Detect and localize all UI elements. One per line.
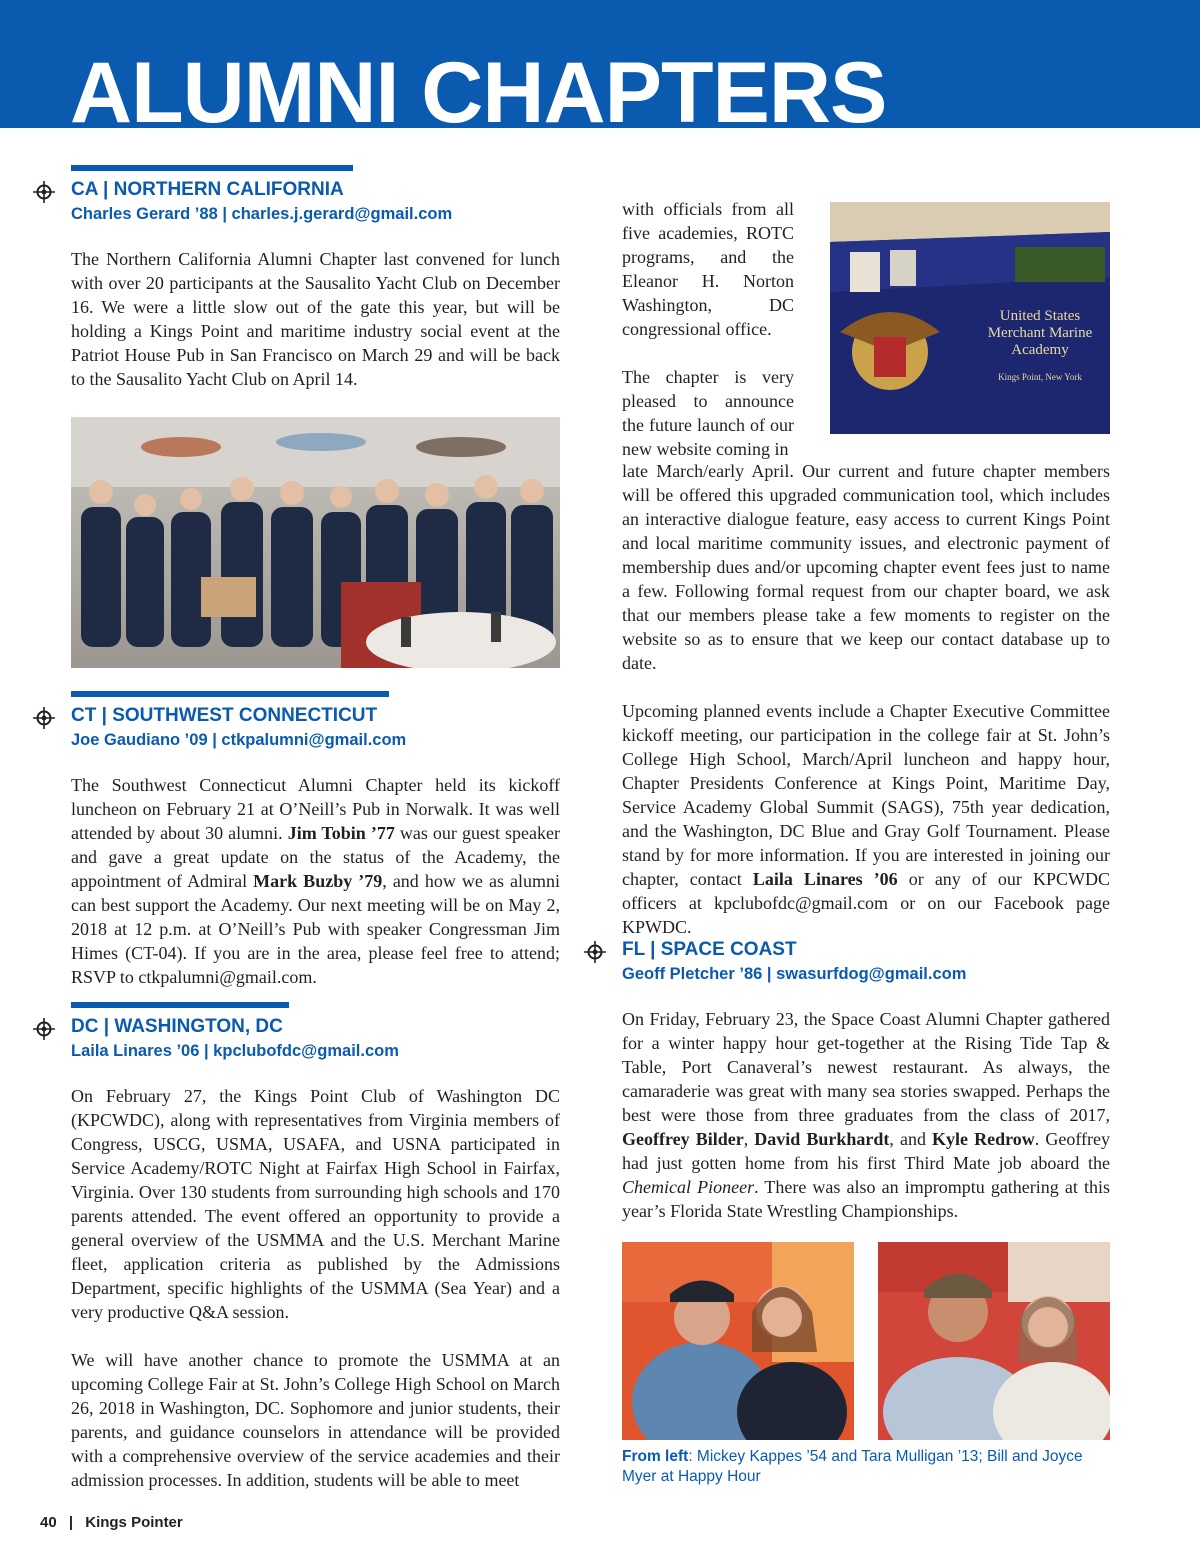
fl-photo-left (622, 1242, 854, 1440)
academy-banner-photo (830, 202, 1110, 434)
section-fl (622, 931, 1110, 1223)
section-body: Upcoming planned events include a Chapter Executive Committee kickoff meeting, our participation in the college fair at St. John’s College High School, March/April luncheon and happy hour, Chapter Presidents Conference at Kings Point, Maritime Day, Service Academy Global Summit (SAGS), 75th year dedication, and the Washington, DC Blue and Gray Golf Tournament. Please stand by for more information. If you are interested in joining our chapter, contact Laila Linares ’06 or any of our KPCWDC officers at kpclubofdc@gmail.com or on our Facebook page KPWDC. (622, 701, 1111, 937)
section-contact: Laila Linares ’06 | kpclubofdc@gmail.com (71, 1042, 399, 1060)
dc-continued-narrow (622, 197, 794, 461)
group-photo (71, 417, 560, 668)
section-dc (71, 1002, 560, 1492)
section-body: The Southwest Connecticut Alumni Chapter held its kickoff luncheon on February 21 at O’Neill’s Pub in Norwalk. It was well attended by about 30 alumni. Jim Tobin ’77 was our guest speaker and gave a great update on the status of the Academy, the appointment of Admiral Mark Buzby ’79, and how we as alumni can best support the Academy. Our next meeting will be on May 2, 2018 at 12 p.m. at O’Neill’s Pub with speaker Congressman Jim Himes (CT-04). If you are in the area, please feel free to attend; RSVP to ctkpalumni@gmail.com. (71, 775, 561, 987)
page-number: 40 (40, 1514, 57, 1531)
section-rule (71, 1002, 289, 1008)
compass-icon (33, 707, 55, 729)
bold-name: David Burkhardt (754, 1129, 890, 1149)
section-contact: Geoff Pletcher ’86 | swasurfdog@gmail.com (622, 965, 967, 983)
section-body: On February 27, the Kings Point Club of Washington DC (KPCWDC), along with representatives from Virginia members of Congress, USCG, USMA, USAFA, and USNA participated in Service Academy/ROTC Night at Fairfax High School in Fairfax, Virginia. Over 130 students from surrounding high schools and 170 parents attended. The event offered an opportunity to provide a general overview of the USMMA and the U.S. Merchant Marine fleet, application criteria as published by the Admissions Department, specific highlights of the USMMA (Sea Year) and a very productive Q&A session. (71, 1086, 560, 1322)
bold-name: Jim Tobin ’77 (287, 823, 395, 843)
page-footer (40, 1514, 183, 1531)
section-heading: CA | NORTHERN CALIFORNIA (71, 179, 344, 200)
section-body: The Northern California Alumni Chapter last convened for lunch with over 20 participants at the Sausalito Yacht Club on December 16. We were a little slow out of the gate this year, but will be holding a Kings Point and maritime industry social event at the Patriot House Pub in San Francisco on March 29 and will be back to the Sausalito Yacht Club on April 14. (71, 249, 560, 389)
fl-photo-right (878, 1242, 1110, 1440)
caption-lead: From left (622, 1448, 689, 1465)
footer-separator: | (68, 1514, 74, 1531)
section-body: On Friday, February 23, the Space Coast Alumni Chapter gathered for a winter happy hour get-together at the Rising Tide Tap & Table, Port Canaveral’s newest restaurant. As always, the camaraderie was great with many sea stories swapped. Perhaps the best were those from three graduates from the class of 2017, Geoffrey Bilder, David Burkhardt, and Kyle Redrow. Geoffrey had just gotten home from his first Third Mate job aboard the Chemical Pioneer. There was also an impromptu gathering at this year’s Florida State Wrestling Championships. (622, 1009, 1111, 1221)
section-contact: Joe Gaudiano ’09 | ctkpalumni@gmail.com (71, 731, 407, 749)
bold-name: Geoffrey Bilder (622, 1129, 744, 1149)
section-ca (71, 165, 560, 391)
section-rule (71, 165, 353, 171)
dc-continued-wide (622, 459, 1110, 939)
left-column (71, 165, 560, 391)
section-heading: DC | WASHINGTON, DC (71, 1016, 283, 1037)
bold-name: Laila Linares ’06 (752, 869, 898, 889)
compass-icon (584, 941, 606, 963)
section-body: late March/early April. Our current and future chapter members will be offered this upgraded communication tool, which includes an interactive dialogue feature, easy access to current Kings Point and local maritime community issues, and electronic payment of membership dues and/or upcoming chapter event fees just to name a few. Following formal request from our chapter board, we ask that our members please take a few moments to register on the website so as to ensure that we keep our contact database up to date. (622, 461, 1110, 673)
bold-name: Kyle Redrow (932, 1129, 1035, 1149)
photo-caption: From left: Mickey Kappes ’54 and Tara Mulligan ’13; Bill and Joyce Myer at Happy Hour (622, 1448, 1083, 1485)
bold-name: Mark Buzby ’79 (253, 871, 383, 891)
banner-text: United States Merchant Marine Academy Kings Point, New York (987, 308, 1093, 382)
compass-icon (33, 1018, 55, 1040)
section-heading: FL | SPACE COAST (622, 939, 797, 960)
section-contact: Charles Gerard ’88 | charles.j.gerard@gmail.com (71, 205, 453, 223)
compass-icon (33, 181, 55, 203)
section-ct (71, 691, 560, 989)
section-body: We will have another chance to promote the USMMA at an upcoming College Fair at St. John’s College High School on March 26, 2018 in Washington, DC. Sophomore and junior students, their parents, and guidance counselors in attendance will be provided with a comprehensive overview of the service academies and their admission processes. In addition, students will be able to meet (71, 1350, 560, 1490)
ship-name: Chemical Pioneer (622, 1177, 755, 1197)
publication-name: Kings Pointer (85, 1514, 183, 1531)
page-title: ALUMNI CHAPTERS (70, 45, 887, 141)
section-rule (71, 691, 389, 697)
section-body: The chapter is very pleased to announce the future launch of our new website coming in (622, 367, 794, 459)
section-heading: CT | SOUTHWEST CONNECTICUT (71, 705, 378, 726)
section-body: with officials from all five academies, ROTC programs, and the Eleanor H. Norton Washington, DC congressional office. (622, 199, 794, 339)
